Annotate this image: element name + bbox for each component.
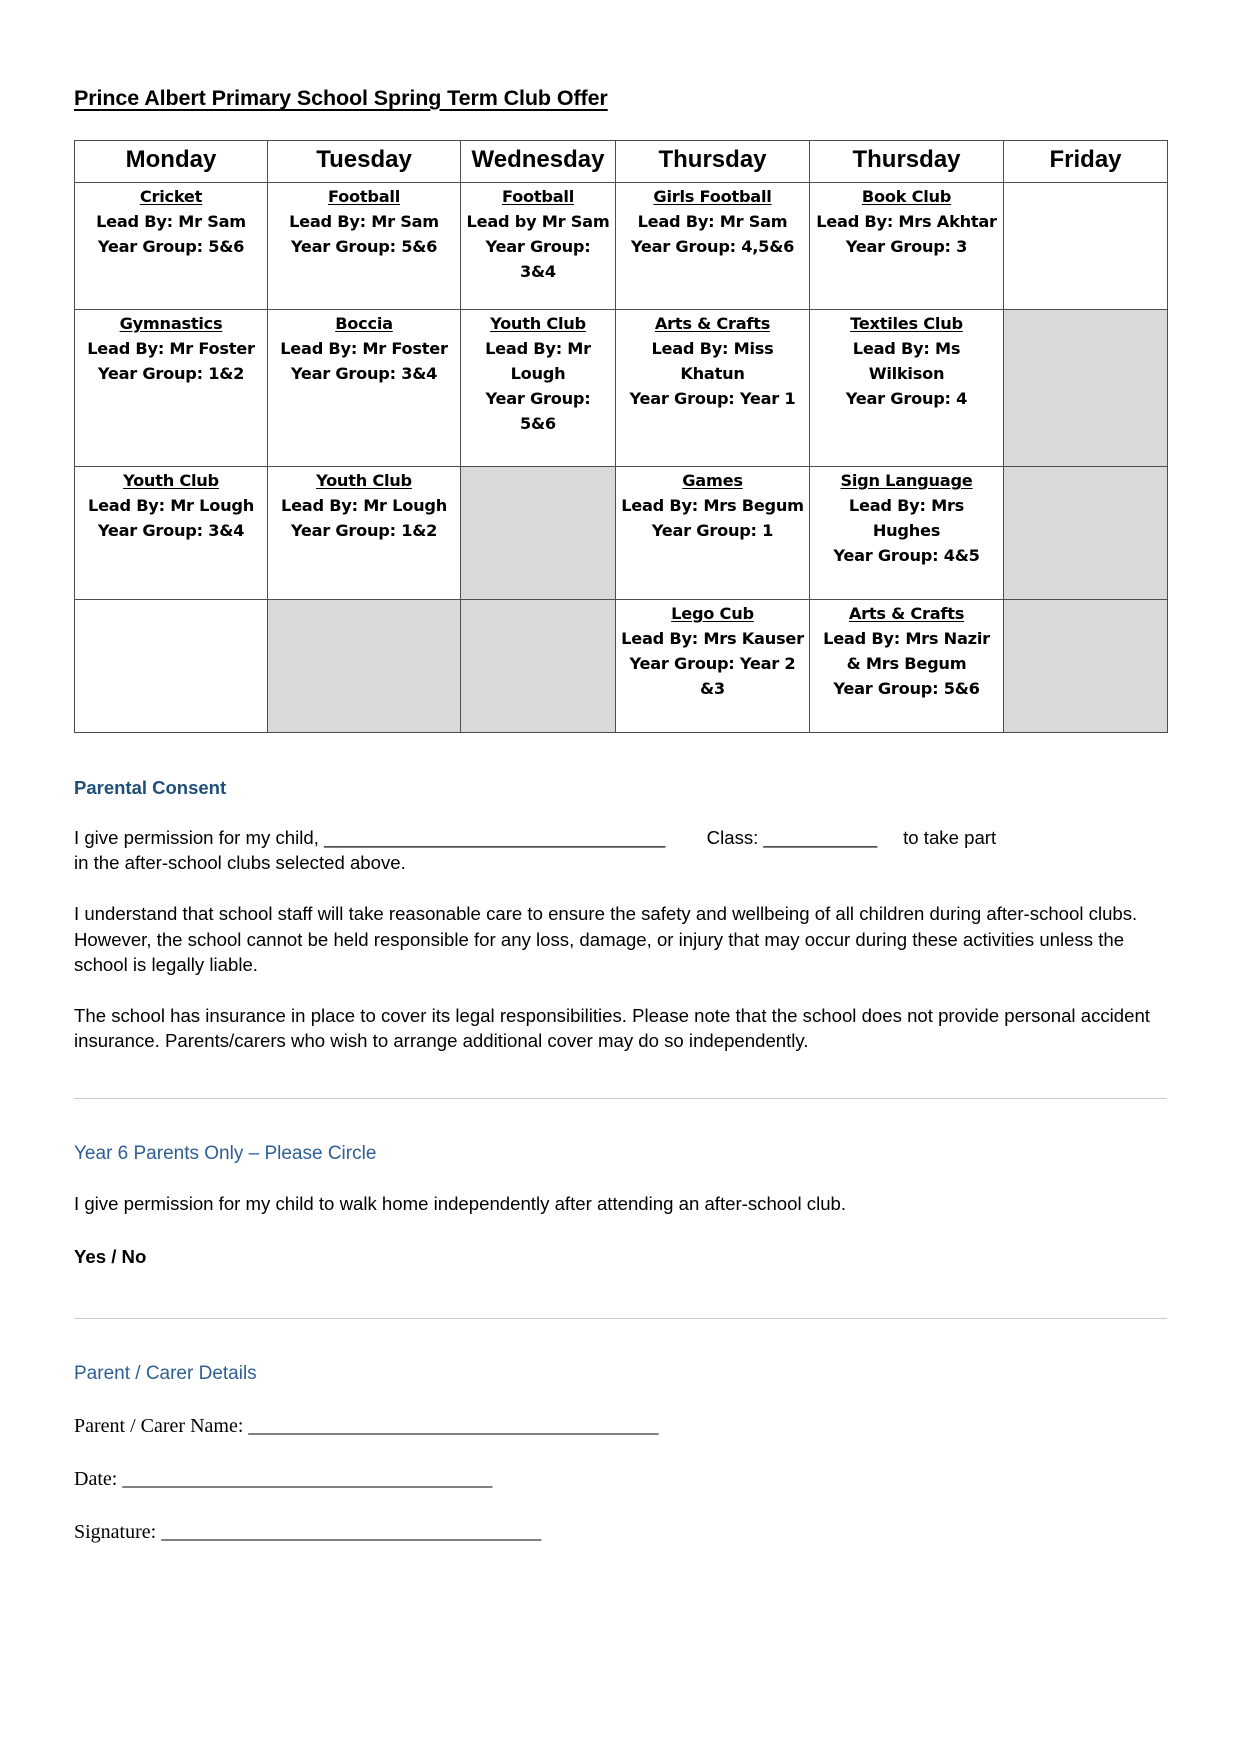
signature-label: Signature: bbox=[74, 1521, 157, 1544]
club-lead: Lead By: Ms Wilkison bbox=[852, 338, 961, 383]
club-lead: Lead By: Mr Lough bbox=[281, 495, 447, 515]
club-name: Football bbox=[328, 186, 400, 206]
club-cell-blocked bbox=[1004, 466, 1168, 599]
club-year-group: Year Group: 5&6 bbox=[485, 388, 591, 433]
club-lead: Lead By: Mr Sam bbox=[289, 211, 439, 231]
club-lead: Lead By: Miss Khatun bbox=[651, 338, 774, 383]
club-year-group: Year Group: 5&6 bbox=[833, 678, 980, 698]
club-name: Gymnastics bbox=[119, 313, 223, 333]
club-name: Girls Football bbox=[653, 186, 772, 206]
club-year-group: Year Group: Year 2 &3 bbox=[629, 653, 796, 698]
page-title: Prince Albert Primary School Spring Term Club Offer bbox=[74, 86, 608, 110]
timetable-body bbox=[75, 182, 1168, 732]
permission-prefix-text: I give permission for my child, bbox=[74, 826, 319, 848]
club-name: Youth Club bbox=[123, 470, 219, 490]
table-header-row bbox=[75, 140, 1168, 182]
club-year-group: Year Group: 5&6 bbox=[97, 236, 245, 256]
year6-yes-no-options[interactable]: Yes / No bbox=[74, 1246, 147, 1268]
spacer bbox=[74, 1268, 1167, 1274]
signature-blank[interactable]: ______________________________________ bbox=[161, 1521, 542, 1544]
club-cell-empty bbox=[1004, 182, 1168, 309]
club-cell bbox=[75, 182, 268, 309]
club-lead: Lead By: Mrs Hughes bbox=[848, 495, 965, 540]
column-header-monday: Monday bbox=[75, 140, 268, 182]
parent-name-blank[interactable]: _________________________________________ bbox=[248, 1415, 659, 1438]
parent-name-field-row bbox=[74, 1415, 1167, 1438]
club-cell-empty bbox=[75, 599, 268, 732]
date-field-row bbox=[74, 1468, 1167, 1491]
permission-line-two: in the after-school clubs selected above. bbox=[74, 852, 406, 874]
club-name: Cricket bbox=[139, 186, 203, 206]
signature-field-row bbox=[74, 1521, 1167, 1544]
club-lead: Lead By: Mr Lough bbox=[485, 338, 591, 383]
club-lead: Lead By: Mrs Kauser bbox=[621, 628, 804, 648]
club-year-group: Year Group: Year 1 bbox=[629, 388, 796, 408]
date-label: Date: bbox=[74, 1468, 118, 1491]
club-cell bbox=[616, 466, 810, 599]
year6-statement: I give permission for my child to walk home independently after attending an after-school club. bbox=[74, 1192, 847, 1214]
consent-permission-paragraph bbox=[74, 825, 1167, 876]
club-year-group: Year Group: 4&5 bbox=[833, 545, 980, 565]
club-cell-blocked bbox=[1004, 309, 1168, 466]
club-cell bbox=[616, 182, 810, 309]
club-lead: Lead by Mr Sam bbox=[466, 211, 610, 231]
table-row bbox=[75, 182, 1168, 309]
club-cell bbox=[810, 599, 1004, 732]
club-cell-blocked bbox=[461, 466, 616, 599]
divider-year6 bbox=[74, 1098, 1167, 1099]
column-header-friday: Friday bbox=[1004, 140, 1168, 182]
club-year-group: Year Group: 3&4 bbox=[290, 363, 438, 383]
club-cell bbox=[75, 466, 268, 599]
club-lead: Lead By: Mr Foster bbox=[87, 338, 255, 358]
club-year-group: Year Group: 4 bbox=[845, 388, 968, 408]
club-cell bbox=[461, 182, 616, 309]
club-name: Youth Club bbox=[316, 470, 412, 490]
club-name: Arts & Crafts bbox=[654, 313, 771, 333]
club-year-group: Year Group: 3&4 bbox=[97, 520, 245, 540]
club-name: Book Club bbox=[861, 186, 952, 206]
club-cell bbox=[810, 182, 1004, 309]
club-lead: Lead By: Mrs Begum bbox=[621, 495, 804, 515]
club-cell bbox=[616, 599, 810, 732]
parent-details-heading: Parent / Carer Details bbox=[74, 1363, 257, 1385]
club-cell bbox=[810, 466, 1004, 599]
consent-paragraph-safety: I understand that school staff will take reasonable care to ensure the safety and wellbeing of all children during after-school clubs. However, the school cannot be held responsible for any loss, damage, or injury that may occur during these activities unless the school is legally liable. bbox=[74, 903, 1138, 975]
club-cell bbox=[268, 182, 461, 309]
table-row bbox=[75, 466, 1168, 599]
divider-parent-details bbox=[74, 1318, 1167, 1319]
club-lead: Lead By: Mr Sam bbox=[637, 211, 788, 231]
club-year-group: Year Group: 3&4 bbox=[485, 236, 591, 281]
club-cell bbox=[75, 309, 268, 466]
club-cell bbox=[268, 309, 461, 466]
club-year-group: Year Group: 1&2 bbox=[290, 520, 438, 540]
column-header-thursday-2: Thursday bbox=[810, 140, 1004, 182]
table-row bbox=[75, 599, 1168, 732]
club-lead: Lead By: Mr Sam bbox=[96, 211, 246, 231]
club-cell-blocked bbox=[461, 599, 616, 732]
column-header-wednesday: Wednesday bbox=[461, 140, 616, 182]
club-year-group: Year Group: 5&6 bbox=[290, 236, 438, 256]
club-cell bbox=[268, 466, 461, 599]
club-lead: Lead By: Mr Lough bbox=[88, 495, 254, 515]
club-year-group: Year Group: 1 bbox=[651, 520, 774, 540]
column-header-thursday-1: Thursday bbox=[616, 140, 810, 182]
club-name: Youth Club bbox=[490, 313, 586, 333]
year6-heading: Year 6 Parents Only – Please Circle bbox=[74, 1142, 377, 1164]
consent-paragraph-insurance: The school has insurance in place to cover its legal responsibilities. Please note that the school does not provide personal accident insurance. Parents/carers who wish to arrange additional cover may do so independently. bbox=[74, 1005, 1150, 1052]
club-year-group: Year Group: 4,5&6 bbox=[630, 236, 795, 256]
table-row bbox=[75, 309, 1168, 466]
class-blank[interactable]: ___________ bbox=[763, 826, 878, 848]
club-lead: Lead By: Mrs Nazir & Mrs Begum bbox=[823, 628, 990, 673]
club-name: Football bbox=[502, 186, 574, 206]
club-timetable bbox=[74, 140, 1168, 733]
club-cell bbox=[616, 309, 810, 466]
club-cell bbox=[810, 309, 1004, 466]
club-cell-blocked bbox=[1004, 599, 1168, 732]
club-lead: Lead By: Mr Foster bbox=[280, 338, 448, 358]
column-header-tuesday: Tuesday bbox=[268, 140, 461, 182]
date-blank[interactable]: _____________________________________ bbox=[122, 1468, 493, 1491]
permission-suffix-text: to take part bbox=[903, 826, 997, 848]
club-name: Arts & Crafts bbox=[848, 603, 965, 623]
club-name: Games bbox=[682, 470, 743, 490]
parental-consent-heading: Parental Consent bbox=[74, 776, 227, 798]
child-name-blank[interactable]: _________________________________ bbox=[324, 826, 666, 848]
parent-name-label: Parent / Carer Name: bbox=[74, 1415, 244, 1438]
club-lead: Lead By: Mrs Akhtar bbox=[816, 211, 997, 231]
club-cell bbox=[461, 309, 616, 466]
class-label: Class: bbox=[706, 826, 759, 848]
club-name: Textiles Club bbox=[850, 313, 963, 333]
club-name: Sign Language bbox=[840, 470, 973, 490]
club-year-group: Year Group: 1&2 bbox=[97, 363, 245, 383]
club-name: Boccia bbox=[335, 313, 393, 333]
club-year-group: Year Group: 3 bbox=[845, 236, 968, 256]
club-name: Lego Cub bbox=[671, 603, 754, 623]
club-cell-blocked bbox=[268, 599, 461, 732]
